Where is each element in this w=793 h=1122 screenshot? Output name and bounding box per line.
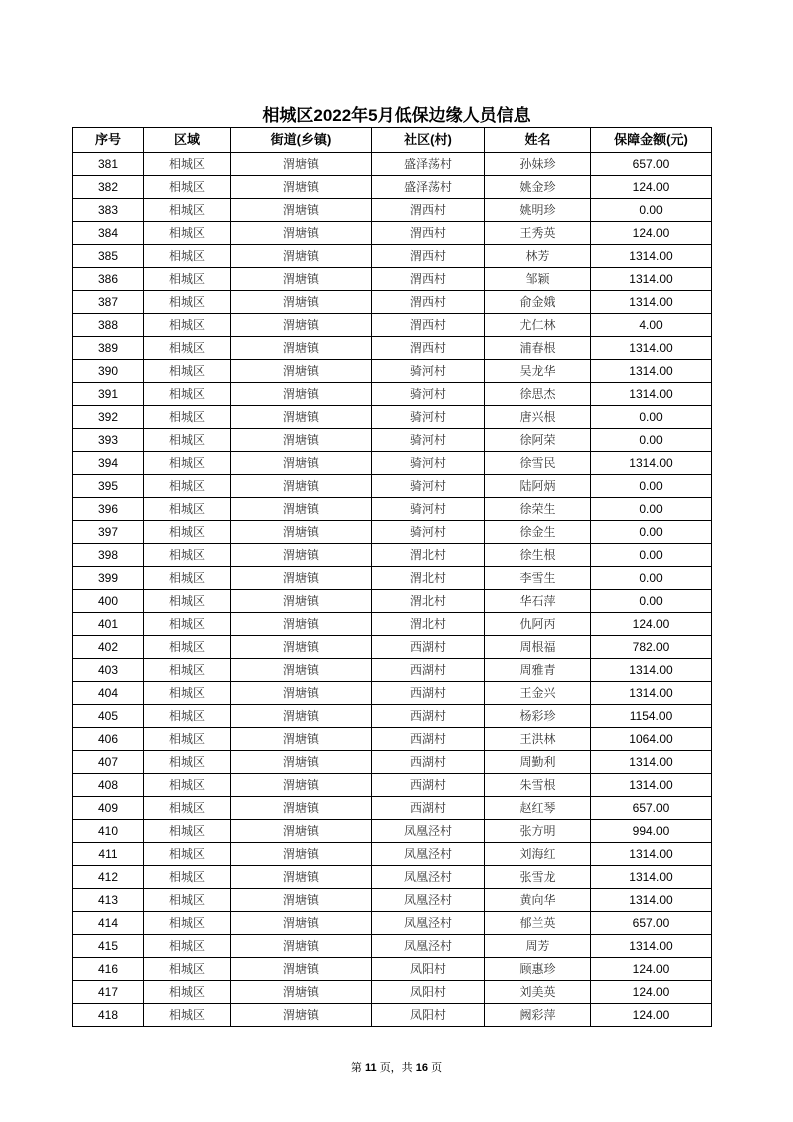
cell-street: 渭塘镇	[231, 958, 372, 981]
cell-community: 渭北村	[372, 590, 485, 613]
cell-index: 403	[73, 659, 144, 682]
cell-district: 相城区	[144, 613, 231, 636]
cell-street: 渭塘镇	[231, 176, 372, 199]
cell-index: 395	[73, 475, 144, 498]
table-row	[73, 774, 712, 797]
cell-name: 浦春根	[485, 337, 591, 360]
cell-street: 渭塘镇	[231, 682, 372, 705]
cell-amount: 0.00	[591, 567, 712, 590]
cell-community: 骑河村	[372, 383, 485, 406]
cell-amount: 1314.00	[591, 774, 712, 797]
cell-index: 398	[73, 544, 144, 567]
cell-street: 渭塘镇	[231, 337, 372, 360]
cell-index: 410	[73, 820, 144, 843]
cell-name: 徐雪民	[485, 452, 591, 475]
cell-index: 407	[73, 751, 144, 774]
cell-street: 渭塘镇	[231, 728, 372, 751]
cell-community: 骑河村	[372, 498, 485, 521]
cell-district: 相城区	[144, 176, 231, 199]
cell-index: 402	[73, 636, 144, 659]
cell-name: 阙彩萍	[485, 1004, 591, 1027]
cell-index: 386	[73, 268, 144, 291]
cell-street: 渭塘镇	[231, 521, 372, 544]
cell-index: 401	[73, 613, 144, 636]
cell-name: 张方明	[485, 820, 591, 843]
cell-amount: 1314.00	[591, 268, 712, 291]
cell-street: 渭塘镇	[231, 406, 372, 429]
cell-name: 林芳	[485, 245, 591, 268]
cell-amount: 124.00	[591, 981, 712, 1004]
cell-community: 渭西村	[372, 245, 485, 268]
cell-street: 渭塘镇	[231, 291, 372, 314]
column-header-amount: 保障金额(元)	[591, 128, 712, 153]
cell-district: 相城区	[144, 544, 231, 567]
cell-amount: 0.00	[591, 429, 712, 452]
cell-index: 387	[73, 291, 144, 314]
cell-street: 渭塘镇	[231, 475, 372, 498]
cell-amount: 657.00	[591, 797, 712, 820]
cell-name: 周芳	[485, 935, 591, 958]
cell-index: 388	[73, 314, 144, 337]
cell-amount: 1154.00	[591, 705, 712, 728]
cell-street: 渭塘镇	[231, 981, 372, 1004]
cell-amount: 1314.00	[591, 682, 712, 705]
cell-street: 渭塘镇	[231, 498, 372, 521]
cell-district: 相城区	[144, 820, 231, 843]
table-row	[73, 705, 712, 728]
cell-index: 405	[73, 705, 144, 728]
table-row	[73, 337, 712, 360]
cell-street: 渭塘镇	[231, 452, 372, 475]
cell-district: 相城区	[144, 429, 231, 452]
table-row	[73, 1004, 712, 1027]
cell-street: 渭塘镇	[231, 705, 372, 728]
table-row	[73, 498, 712, 521]
cell-street: 渭塘镇	[231, 383, 372, 406]
cell-street: 渭塘镇	[231, 567, 372, 590]
cell-community: 渭北村	[372, 613, 485, 636]
cell-community: 骑河村	[372, 406, 485, 429]
cell-street: 渭塘镇	[231, 659, 372, 682]
cell-community: 渭西村	[372, 222, 485, 245]
cell-street: 渭塘镇	[231, 245, 372, 268]
cell-amount: 0.00	[591, 475, 712, 498]
table-row	[73, 291, 712, 314]
table-row	[73, 567, 712, 590]
page-footer	[0, 1059, 793, 1075]
cell-index: 393	[73, 429, 144, 452]
cell-name: 郁兰英	[485, 912, 591, 935]
cell-community: 凤阳村	[372, 1004, 485, 1027]
cell-district: 相城区	[144, 682, 231, 705]
cell-district: 相城区	[144, 659, 231, 682]
cell-district: 相城区	[144, 705, 231, 728]
cell-street: 渭塘镇	[231, 843, 372, 866]
cell-index: 413	[73, 889, 144, 912]
cell-community: 骑河村	[372, 452, 485, 475]
cell-district: 相城区	[144, 199, 231, 222]
table-row	[73, 889, 712, 912]
cell-name: 周雅青	[485, 659, 591, 682]
cell-community: 渭北村	[372, 544, 485, 567]
cell-index: 415	[73, 935, 144, 958]
cell-district: 相城区	[144, 291, 231, 314]
cell-community: 骑河村	[372, 360, 485, 383]
footer-suffix: 页	[431, 1062, 443, 1074]
table-row	[73, 475, 712, 498]
cell-district: 相城区	[144, 153, 231, 176]
cell-index: 418	[73, 1004, 144, 1027]
table-row	[73, 176, 712, 199]
cell-street: 渭塘镇	[231, 590, 372, 613]
cell-name: 周勤利	[485, 751, 591, 774]
cell-community: 渭西村	[372, 268, 485, 291]
cell-district: 相城区	[144, 728, 231, 751]
table-row	[73, 245, 712, 268]
cell-amount: 0.00	[591, 406, 712, 429]
cell-community: 渭西村	[372, 199, 485, 222]
cell-community: 骑河村	[372, 521, 485, 544]
table-row	[73, 429, 712, 452]
cell-district: 相城区	[144, 866, 231, 889]
cell-street: 渭塘镇	[231, 544, 372, 567]
cell-name: 徐金生	[485, 521, 591, 544]
cell-district: 相城区	[144, 797, 231, 820]
cell-district: 相城区	[144, 1004, 231, 1027]
cell-index: 394	[73, 452, 144, 475]
cell-district: 相城区	[144, 843, 231, 866]
cell-name: 姚明珍	[485, 199, 591, 222]
cell-community: 凤凰泾村	[372, 843, 485, 866]
cell-name: 徐生根	[485, 544, 591, 567]
cell-community: 凤凰泾村	[372, 866, 485, 889]
cell-index: 382	[73, 176, 144, 199]
cell-amount: 1064.00	[591, 728, 712, 751]
cell-name: 邹颖	[485, 268, 591, 291]
cell-street: 渭塘镇	[231, 1004, 372, 1027]
table-row	[73, 521, 712, 544]
benefit-table	[72, 127, 712, 1027]
cell-community: 西湖村	[372, 636, 485, 659]
cell-name: 徐荣生	[485, 498, 591, 521]
cell-district: 相城区	[144, 751, 231, 774]
cell-district: 相城区	[144, 452, 231, 475]
cell-amount: 1314.00	[591, 337, 712, 360]
cell-amount: 0.00	[591, 544, 712, 567]
cell-amount: 1314.00	[591, 659, 712, 682]
cell-amount: 4.00	[591, 314, 712, 337]
table-row	[73, 199, 712, 222]
cell-community: 凤阳村	[372, 958, 485, 981]
cell-community: 骑河村	[372, 429, 485, 452]
cell-community: 凤凰泾村	[372, 820, 485, 843]
cell-index: 392	[73, 406, 144, 429]
cell-amount: 657.00	[591, 912, 712, 935]
cell-name: 赵红琴	[485, 797, 591, 820]
cell-amount: 1314.00	[591, 360, 712, 383]
total-pages-number: 16	[415, 1062, 428, 1074]
table-row	[73, 452, 712, 475]
cell-name: 徐阿荣	[485, 429, 591, 452]
cell-district: 相城区	[144, 590, 231, 613]
cell-index: 406	[73, 728, 144, 751]
cell-name: 华石萍	[485, 590, 591, 613]
cell-index: 412	[73, 866, 144, 889]
table-row	[73, 866, 712, 889]
table-row	[73, 935, 712, 958]
column-header-street: 街道(乡镇)	[231, 128, 372, 153]
cell-index: 381	[73, 153, 144, 176]
cell-amount: 1314.00	[591, 843, 712, 866]
cell-name: 徐思杰	[485, 383, 591, 406]
cell-amount: 1314.00	[591, 889, 712, 912]
table-row	[73, 682, 712, 705]
cell-index: 399	[73, 567, 144, 590]
cell-amount: 1314.00	[591, 291, 712, 314]
cell-community: 西湖村	[372, 705, 485, 728]
cell-community: 凤凰泾村	[372, 889, 485, 912]
cell-street: 渭塘镇	[231, 199, 372, 222]
cell-street: 渭塘镇	[231, 820, 372, 843]
table-row	[73, 636, 712, 659]
cell-amount: 1314.00	[591, 751, 712, 774]
cell-street: 渭塘镇	[231, 222, 372, 245]
table-row	[73, 981, 712, 1004]
cell-community: 渭北村	[372, 567, 485, 590]
table-row	[73, 659, 712, 682]
cell-community: 凤凰泾村	[372, 912, 485, 935]
table-row	[73, 590, 712, 613]
table-body	[73, 153, 712, 1027]
cell-name: 陆阿炳	[485, 475, 591, 498]
table-row	[73, 153, 712, 176]
cell-street: 渭塘镇	[231, 360, 372, 383]
column-header-index: 序号	[73, 128, 144, 153]
cell-amount: 1314.00	[591, 452, 712, 475]
cell-amount: 1314.00	[591, 935, 712, 958]
table-row	[73, 268, 712, 291]
table-row	[73, 912, 712, 935]
cell-name: 刘美英	[485, 981, 591, 1004]
cell-amount: 1314.00	[591, 245, 712, 268]
cell-index: 384	[73, 222, 144, 245]
cell-index: 416	[73, 958, 144, 981]
cell-index: 383	[73, 199, 144, 222]
cell-name: 仇阿丙	[485, 613, 591, 636]
cell-name: 张雪龙	[485, 866, 591, 889]
cell-name: 吴龙华	[485, 360, 591, 383]
cell-district: 相城区	[144, 383, 231, 406]
cell-index: 404	[73, 682, 144, 705]
table-row	[73, 360, 712, 383]
cell-amount: 0.00	[591, 521, 712, 544]
cell-street: 渭塘镇	[231, 153, 372, 176]
cell-index: 414	[73, 912, 144, 935]
table-row	[73, 751, 712, 774]
cell-amount: 124.00	[591, 613, 712, 636]
table-row	[73, 222, 712, 245]
cell-community: 西湖村	[372, 682, 485, 705]
cell-amount: 1314.00	[591, 866, 712, 889]
cell-district: 相城区	[144, 360, 231, 383]
cell-street: 渭塘镇	[231, 866, 372, 889]
cell-name: 黄向华	[485, 889, 591, 912]
table-row	[73, 728, 712, 751]
column-header-district: 区域	[144, 128, 231, 153]
cell-index: 409	[73, 797, 144, 820]
cell-street: 渭塘镇	[231, 613, 372, 636]
cell-community: 骑河村	[372, 475, 485, 498]
cell-district: 相城区	[144, 567, 231, 590]
cell-community: 渭西村	[372, 337, 485, 360]
footer-middle: 页，共	[379, 1062, 413, 1074]
cell-district: 相城区	[144, 245, 231, 268]
cell-district: 相城区	[144, 935, 231, 958]
cell-district: 相城区	[144, 498, 231, 521]
cell-district: 相城区	[144, 636, 231, 659]
cell-amount: 1314.00	[591, 383, 712, 406]
cell-index: 400	[73, 590, 144, 613]
cell-amount: 994.00	[591, 820, 712, 843]
cell-community: 西湖村	[372, 751, 485, 774]
cell-name: 姚金珍	[485, 176, 591, 199]
cell-amount: 0.00	[591, 199, 712, 222]
cell-district: 相城区	[144, 406, 231, 429]
cell-name: 杨彩珍	[485, 705, 591, 728]
cell-community: 西湖村	[372, 659, 485, 682]
cell-district: 相城区	[144, 981, 231, 1004]
cell-name: 顾惠珍	[485, 958, 591, 981]
cell-community: 盛泽荡村	[372, 176, 485, 199]
cell-district: 相城区	[144, 268, 231, 291]
cell-community: 渭西村	[372, 314, 485, 337]
cell-street: 渭塘镇	[231, 912, 372, 935]
table-row	[73, 613, 712, 636]
cell-amount: 657.00	[591, 153, 712, 176]
cell-index: 411	[73, 843, 144, 866]
cell-district: 相城区	[144, 475, 231, 498]
cell-name: 李雪生	[485, 567, 591, 590]
cell-community: 西湖村	[372, 774, 485, 797]
cell-community: 西湖村	[372, 728, 485, 751]
current-page-number: 11	[364, 1062, 377, 1074]
cell-district: 相城区	[144, 314, 231, 337]
cell-street: 渭塘镇	[231, 751, 372, 774]
table-row	[73, 544, 712, 567]
cell-name: 王洪林	[485, 728, 591, 751]
cell-name: 唐兴根	[485, 406, 591, 429]
document-title: 相城区2022年5月低保边缘人员信息	[262, 106, 531, 125]
cell-street: 渭塘镇	[231, 797, 372, 820]
cell-amount: 124.00	[591, 1004, 712, 1027]
cell-street: 渭塘镇	[231, 268, 372, 291]
cell-index: 397	[73, 521, 144, 544]
table-row	[73, 797, 712, 820]
table-row	[73, 406, 712, 429]
cell-community: 凤阳村	[372, 981, 485, 1004]
cell-street: 渭塘镇	[231, 889, 372, 912]
cell-street: 渭塘镇	[231, 774, 372, 797]
cell-name: 王金兴	[485, 682, 591, 705]
cell-street: 渭塘镇	[231, 429, 372, 452]
cell-amount: 782.00	[591, 636, 712, 659]
cell-community: 西湖村	[372, 797, 485, 820]
table-header-row	[73, 128, 712, 153]
cell-district: 相城区	[144, 958, 231, 981]
cell-district: 相城区	[144, 337, 231, 360]
cell-district: 相城区	[144, 774, 231, 797]
cell-name: 王秀英	[485, 222, 591, 245]
cell-index: 408	[73, 774, 144, 797]
cell-district: 相城区	[144, 521, 231, 544]
cell-index: 391	[73, 383, 144, 406]
cell-street: 渭塘镇	[231, 636, 372, 659]
cell-street: 渭塘镇	[231, 935, 372, 958]
cell-street: 渭塘镇	[231, 314, 372, 337]
footer-prefix: 第	[350, 1062, 362, 1074]
column-header-community: 社区(村)	[372, 128, 485, 153]
cell-index: 385	[73, 245, 144, 268]
cell-district: 相城区	[144, 222, 231, 245]
cell-name: 孙妹珍	[485, 153, 591, 176]
cell-amount: 0.00	[591, 590, 712, 613]
cell-name: 俞金娥	[485, 291, 591, 314]
cell-name: 刘海红	[485, 843, 591, 866]
cell-index: 390	[73, 360, 144, 383]
table-row	[73, 314, 712, 337]
cell-name: 尤仁林	[485, 314, 591, 337]
column-header-name: 姓名	[485, 128, 591, 153]
table-row	[73, 843, 712, 866]
table-row	[73, 958, 712, 981]
cell-community: 盛泽荡村	[372, 153, 485, 176]
cell-amount: 0.00	[591, 498, 712, 521]
cell-amount: 124.00	[591, 958, 712, 981]
table-row	[73, 383, 712, 406]
table-row	[73, 820, 712, 843]
cell-name: 朱雪根	[485, 774, 591, 797]
cell-community: 凤凰泾村	[372, 935, 485, 958]
cell-index: 396	[73, 498, 144, 521]
cell-amount: 124.00	[591, 176, 712, 199]
cell-name: 周根福	[485, 636, 591, 659]
cell-amount: 124.00	[591, 222, 712, 245]
cell-district: 相城区	[144, 912, 231, 935]
cell-community: 渭西村	[372, 291, 485, 314]
cell-district: 相城区	[144, 889, 231, 912]
cell-index: 389	[73, 337, 144, 360]
cell-index: 417	[73, 981, 144, 1004]
